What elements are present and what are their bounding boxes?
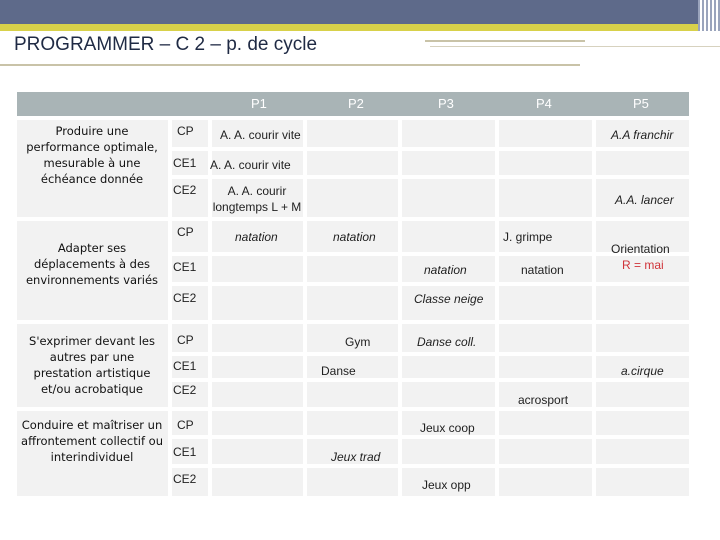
activity-label: A. A. courir longtemps L + M [212,184,302,214]
schedule-cell [497,354,594,380]
schedule-cell [400,437,497,466]
schedule-cell [497,149,594,177]
activity-label: Gym [345,335,371,349]
schedule-cell [305,254,400,284]
header-p4: P4 [536,96,552,111]
level-label: CP [177,124,194,138]
schedule-cell [210,322,305,354]
schedule-cell [594,322,691,354]
schedule-cell [305,409,400,437]
header-p5: P5 [633,96,649,111]
schedule-cell [210,437,305,466]
level-label: CE1 [173,359,197,373]
page-title: PROGRAMMER – C 2 – p. de cycle [14,34,318,55]
title-underline [0,64,580,66]
activity-label: Danse [321,364,356,378]
header-p3: P3 [438,96,454,111]
schedule-cell [305,380,400,409]
level-label: CP [177,418,194,432]
level-label: CE1 [173,445,197,459]
header-bar [0,0,700,24]
level-label: CE2 [173,383,197,397]
schedule-cell [497,466,594,498]
schedule-cell [594,284,691,322]
schedule-cell [305,466,400,498]
schedule-cell [210,354,305,380]
domain-label: Conduire et maîtriser un affrontement collectif ou interindividuel [21,418,163,464]
schedule-cell [210,380,305,409]
level-label: CE1 [173,156,197,170]
decor-line [425,40,585,42]
activity-label: A.A. lancer [615,193,674,207]
schedule-cell [210,254,305,284]
schedule-cell [497,284,594,322]
domain-label: S'exprimer devant les autres par une prestation artistique et/ou acrobatique [29,334,155,396]
schedule-cell [497,409,594,437]
schedule-cell [400,118,497,149]
schedule-cell [210,466,305,498]
activity-label: acrosport [518,393,569,407]
schedule-cell [594,409,691,437]
activity-label: natation [424,263,467,277]
schedule-cell [305,149,400,177]
level-label: CE1 [173,260,197,274]
schedule-cell [400,219,497,254]
domain-label: Adapter ses déplacements à des environnements variés [25,241,159,287]
schedule-cell [497,437,594,466]
activity-label: A. A. courir vite [210,158,291,172]
activity-label: Jeux opp [422,478,471,492]
activity-label: natation [333,230,376,244]
schedule-cell [400,380,497,409]
header-p2: P2 [348,96,364,111]
activity-label: J. grimpe [503,230,553,244]
activity-label: Orientation [611,242,670,256]
schedule-cell [305,118,400,149]
level-label: CE2 [173,183,197,197]
schedule-cell [497,118,594,149]
activity-label: Classe neige [414,292,484,306]
header-stripes [698,0,720,31]
schedule-cell [210,409,305,437]
domain-label: Produire une performance optimale, mesurable à une échéance donnée [26,124,158,186]
level-label: CE2 [173,291,197,305]
schedule-cell [497,177,594,219]
header-p1: P1 [251,96,267,111]
activity-label: natation [521,263,564,277]
activity-label: Danse coll. [417,335,477,349]
decor-line [430,46,720,47]
schedule-cell [400,149,497,177]
header-accent-bar [0,24,700,31]
level-label: CP [177,225,194,239]
schedule-cell [497,322,594,354]
programming-table [15,90,691,498]
schedule-cell [400,354,497,380]
activity-label: Jeux trad [331,450,381,464]
schedule-cell [594,380,691,409]
schedule-cell [305,177,400,219]
schedule-cell [210,284,305,322]
activity-label: A. A. courir vite [220,128,301,142]
activity-label: a.cirque [621,364,664,378]
schedule-cell [400,177,497,219]
schedule-cell [305,284,400,322]
activity-label: natation [235,230,278,244]
schedule-cell [594,437,691,466]
schedule-cell [594,466,691,498]
level-label: CE2 [173,472,197,486]
activity-label: A.A franchir [611,128,674,142]
activity-note: R = mai [622,258,664,272]
schedule-cell [594,149,691,177]
activity-label: Jeux coop [420,421,475,435]
level-label: CP [177,333,194,347]
